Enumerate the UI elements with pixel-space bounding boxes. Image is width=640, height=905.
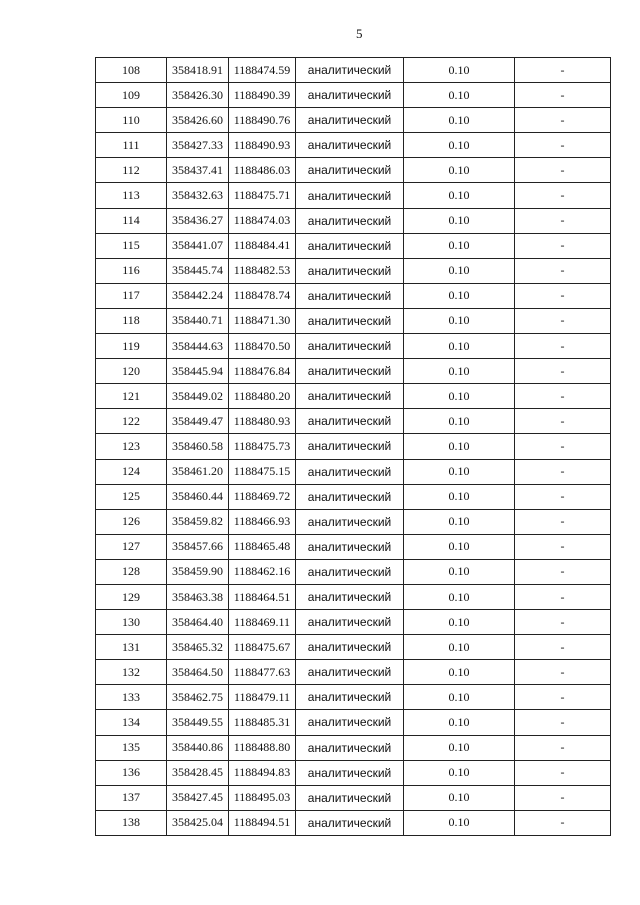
determination-method: аналитический — [296, 434, 404, 459]
coordinate-y: 1188464.51 — [229, 584, 296, 609]
coordinate-x: 358432.63 — [167, 183, 229, 208]
point-number: 121 — [96, 384, 167, 409]
point-description: - — [515, 534, 611, 559]
coordinate-x: 358459.82 — [167, 509, 229, 534]
point-description: - — [515, 760, 611, 785]
accuracy-value: 0.10 — [404, 760, 515, 785]
coordinate-x: 358440.86 — [167, 735, 229, 760]
determination-method: аналитический — [296, 685, 404, 710]
accuracy-value: 0.10 — [404, 233, 515, 258]
accuracy-value: 0.10 — [404, 133, 515, 158]
coordinate-y: 1188478.74 — [229, 283, 296, 308]
point-description: - — [515, 735, 611, 760]
coordinate-y: 1188490.93 — [229, 133, 296, 158]
coordinate-y: 1188466.93 — [229, 509, 296, 534]
coordinate-x: 358425.04 — [167, 810, 229, 835]
accuracy-value: 0.10 — [404, 635, 515, 660]
point-description: - — [515, 484, 611, 509]
accuracy-value: 0.10 — [404, 83, 515, 108]
table-row — [96, 760, 611, 785]
determination-method: аналитический — [296, 584, 404, 609]
point-number: 116 — [96, 258, 167, 283]
coordinate-x: 358418.91 — [167, 58, 229, 83]
coordinate-y: 1188471.30 — [229, 308, 296, 333]
coordinate-x: 358437.41 — [167, 158, 229, 183]
accuracy-value: 0.10 — [404, 459, 515, 484]
coordinate-x: 358427.45 — [167, 785, 229, 810]
coordinate-y: 1188476.84 — [229, 359, 296, 384]
determination-method: аналитический — [296, 233, 404, 258]
coordinate-y: 1188474.59 — [229, 58, 296, 83]
accuracy-value: 0.10 — [404, 334, 515, 359]
determination-method: аналитический — [296, 635, 404, 660]
coordinate-y: 1188484.41 — [229, 233, 296, 258]
point-number: 112 — [96, 158, 167, 183]
determination-method: аналитический — [296, 308, 404, 333]
coordinate-y: 1188494.51 — [229, 810, 296, 835]
coordinate-y: 1188474.03 — [229, 208, 296, 233]
point-number: 127 — [96, 534, 167, 559]
coordinate-x: 358440.71 — [167, 308, 229, 333]
accuracy-value: 0.10 — [404, 685, 515, 710]
table-row — [96, 685, 611, 710]
determination-method: аналитический — [296, 760, 404, 785]
point-description: - — [515, 409, 611, 434]
point-description: - — [515, 610, 611, 635]
coordinate-x: 358426.30 — [167, 83, 229, 108]
point-number: 109 — [96, 83, 167, 108]
accuracy-value: 0.10 — [404, 359, 515, 384]
accuracy-value: 0.10 — [404, 559, 515, 584]
accuracy-value: 0.10 — [404, 409, 515, 434]
point-description: - — [515, 785, 611, 810]
point-number: 115 — [96, 233, 167, 258]
coordinate-x: 358449.02 — [167, 384, 229, 409]
accuracy-value: 0.10 — [404, 509, 515, 534]
coordinate-y: 1188479.11 — [229, 685, 296, 710]
table-row — [96, 208, 611, 233]
coordinates-table — [95, 57, 611, 836]
accuracy-value: 0.10 — [404, 785, 515, 810]
accuracy-value: 0.10 — [404, 710, 515, 735]
accuracy-value: 0.10 — [404, 308, 515, 333]
point-number: 120 — [96, 359, 167, 384]
determination-method: аналитический — [296, 710, 404, 735]
table-row — [96, 158, 611, 183]
point-description: - — [515, 58, 611, 83]
point-number: 111 — [96, 133, 167, 158]
table-row — [96, 334, 611, 359]
table-body — [96, 58, 611, 836]
coordinate-x: 358457.66 — [167, 534, 229, 559]
point-description: - — [515, 108, 611, 133]
coordinate-x: 358445.94 — [167, 359, 229, 384]
point-number: 136 — [96, 760, 167, 785]
coordinate-x: 358444.63 — [167, 334, 229, 359]
point-description: - — [515, 685, 611, 710]
table-row — [96, 409, 611, 434]
point-number: 113 — [96, 183, 167, 208]
table-row — [96, 810, 611, 835]
point-number: 110 — [96, 108, 167, 133]
table-row — [96, 133, 611, 158]
coordinate-x: 358464.50 — [167, 660, 229, 685]
coordinate-y: 1188475.71 — [229, 183, 296, 208]
accuracy-value: 0.10 — [404, 584, 515, 609]
determination-method: аналитический — [296, 133, 404, 158]
point-description: - — [515, 635, 611, 660]
point-description: - — [515, 258, 611, 283]
coordinate-x: 358464.40 — [167, 610, 229, 635]
coordinate-x: 358449.47 — [167, 409, 229, 434]
determination-method: аналитический — [296, 258, 404, 283]
coordinate-y: 1188494.83 — [229, 760, 296, 785]
point-number: 135 — [96, 735, 167, 760]
coordinate-x: 358449.55 — [167, 710, 229, 735]
table-row — [96, 434, 611, 459]
determination-method: аналитический — [296, 384, 404, 409]
coordinate-y: 1188480.20 — [229, 384, 296, 409]
determination-method: аналитический — [296, 534, 404, 559]
coordinate-y: 1188486.03 — [229, 158, 296, 183]
accuracy-value: 0.10 — [404, 384, 515, 409]
table-row — [96, 735, 611, 760]
point-description: - — [515, 83, 611, 108]
point-number: 130 — [96, 610, 167, 635]
coordinate-x: 358426.60 — [167, 108, 229, 133]
accuracy-value: 0.10 — [404, 610, 515, 635]
point-description: - — [515, 208, 611, 233]
table-row — [96, 283, 611, 308]
point-number: 129 — [96, 584, 167, 609]
coordinate-y: 1188475.15 — [229, 459, 296, 484]
point-description: - — [515, 584, 611, 609]
determination-method: аналитический — [296, 810, 404, 835]
coordinate-x: 358460.44 — [167, 484, 229, 509]
table-row — [96, 710, 611, 735]
coordinate-y: 1188462.16 — [229, 559, 296, 584]
point-number: 138 — [96, 810, 167, 835]
point-number: 128 — [96, 559, 167, 584]
table-row — [96, 459, 611, 484]
table-row — [96, 534, 611, 559]
accuracy-value: 0.10 — [404, 660, 515, 685]
point-number: 124 — [96, 459, 167, 484]
table-row — [96, 58, 611, 83]
coordinate-y: 1188475.67 — [229, 635, 296, 660]
accuracy-value: 0.10 — [404, 258, 515, 283]
point-number: 133 — [96, 685, 167, 710]
table-row — [96, 559, 611, 584]
point-number: 114 — [96, 208, 167, 233]
point-description: - — [515, 133, 611, 158]
coordinate-y: 1188469.72 — [229, 484, 296, 509]
table-row — [96, 584, 611, 609]
point-number: 131 — [96, 635, 167, 660]
point-number: 137 — [96, 785, 167, 810]
point-description: - — [515, 710, 611, 735]
table-row — [96, 384, 611, 409]
coordinate-x: 358441.07 — [167, 233, 229, 258]
determination-method: аналитический — [296, 484, 404, 509]
accuracy-value: 0.10 — [404, 434, 515, 459]
coordinate-y: 1188490.39 — [229, 83, 296, 108]
determination-method: аналитический — [296, 559, 404, 584]
coordinate-y: 1188475.73 — [229, 434, 296, 459]
point-description: - — [515, 459, 611, 484]
table-row — [96, 509, 611, 534]
coordinate-y: 1188470.50 — [229, 334, 296, 359]
coordinate-x: 358427.33 — [167, 133, 229, 158]
determination-method: аналитический — [296, 183, 404, 208]
point-description: - — [515, 334, 611, 359]
coordinate-y: 1188482.53 — [229, 258, 296, 283]
coordinate-x: 358442.24 — [167, 283, 229, 308]
table-row — [96, 484, 611, 509]
coordinate-x: 358445.74 — [167, 258, 229, 283]
coordinate-y: 1188469.11 — [229, 610, 296, 635]
coordinate-x: 358436.27 — [167, 208, 229, 233]
point-description: - — [515, 384, 611, 409]
point-number: 123 — [96, 434, 167, 459]
coordinate-x: 358459.90 — [167, 559, 229, 584]
table-row — [96, 308, 611, 333]
determination-method: аналитический — [296, 409, 404, 434]
point-number: 132 — [96, 660, 167, 685]
point-description: - — [515, 810, 611, 835]
point-description: - — [515, 308, 611, 333]
point-number: 125 — [96, 484, 167, 509]
point-description: - — [515, 660, 611, 685]
table-row — [96, 233, 611, 258]
table-row — [96, 183, 611, 208]
page-number: 5 — [356, 26, 363, 41]
determination-method: аналитический — [296, 208, 404, 233]
coordinate-y: 1188485.31 — [229, 710, 296, 735]
coordinate-y: 1188490.76 — [229, 108, 296, 133]
point-description: - — [515, 233, 611, 258]
coordinate-y: 1188488.80 — [229, 735, 296, 760]
coordinate-x: 358465.32 — [167, 635, 229, 660]
determination-method: аналитический — [296, 359, 404, 384]
point-description: - — [515, 283, 611, 308]
point-description: - — [515, 559, 611, 584]
point-number: 117 — [96, 283, 167, 308]
determination-method: аналитический — [296, 610, 404, 635]
accuracy-value: 0.10 — [404, 283, 515, 308]
coordinate-x: 358463.38 — [167, 584, 229, 609]
accuracy-value: 0.10 — [404, 484, 515, 509]
determination-method: аналитический — [296, 108, 404, 133]
coordinate-x: 358460.58 — [167, 434, 229, 459]
coordinate-x: 358462.75 — [167, 685, 229, 710]
accuracy-value: 0.10 — [404, 183, 515, 208]
coordinate-y: 1188480.93 — [229, 409, 296, 434]
accuracy-value: 0.10 — [404, 158, 515, 183]
table-row — [96, 635, 611, 660]
point-number: 119 — [96, 334, 167, 359]
determination-method: аналитический — [296, 509, 404, 534]
point-description: - — [515, 158, 611, 183]
determination-method: аналитический — [296, 83, 404, 108]
determination-method: аналитический — [296, 660, 404, 685]
coordinate-y: 1188495.03 — [229, 785, 296, 810]
coordinate-x: 358461.20 — [167, 459, 229, 484]
accuracy-value: 0.10 — [404, 810, 515, 835]
determination-method: аналитический — [296, 735, 404, 760]
point-description: - — [515, 183, 611, 208]
table-row — [96, 785, 611, 810]
table-row — [96, 660, 611, 685]
determination-method: аналитический — [296, 334, 404, 359]
accuracy-value: 0.10 — [404, 735, 515, 760]
table-row — [96, 258, 611, 283]
point-number: 118 — [96, 308, 167, 333]
accuracy-value: 0.10 — [404, 108, 515, 133]
point-number: 126 — [96, 509, 167, 534]
table-row — [96, 359, 611, 384]
point-description: - — [515, 434, 611, 459]
accuracy-value: 0.10 — [404, 208, 515, 233]
point-number: 134 — [96, 710, 167, 735]
determination-method: аналитический — [296, 785, 404, 810]
table-row — [96, 83, 611, 108]
determination-method: аналитический — [296, 459, 404, 484]
table-row — [96, 108, 611, 133]
point-number: 122 — [96, 409, 167, 434]
determination-method: аналитический — [296, 283, 404, 308]
coordinate-x: 358428.45 — [167, 760, 229, 785]
point-number: 108 — [96, 58, 167, 83]
point-description: - — [515, 509, 611, 534]
determination-method: аналитический — [296, 158, 404, 183]
coordinate-y: 1188477.63 — [229, 660, 296, 685]
determination-method: аналитический — [296, 58, 404, 83]
coordinate-y: 1188465.48 — [229, 534, 296, 559]
point-description: - — [515, 359, 611, 384]
accuracy-value: 0.10 — [404, 58, 515, 83]
accuracy-value: 0.10 — [404, 534, 515, 559]
table-row — [96, 610, 611, 635]
